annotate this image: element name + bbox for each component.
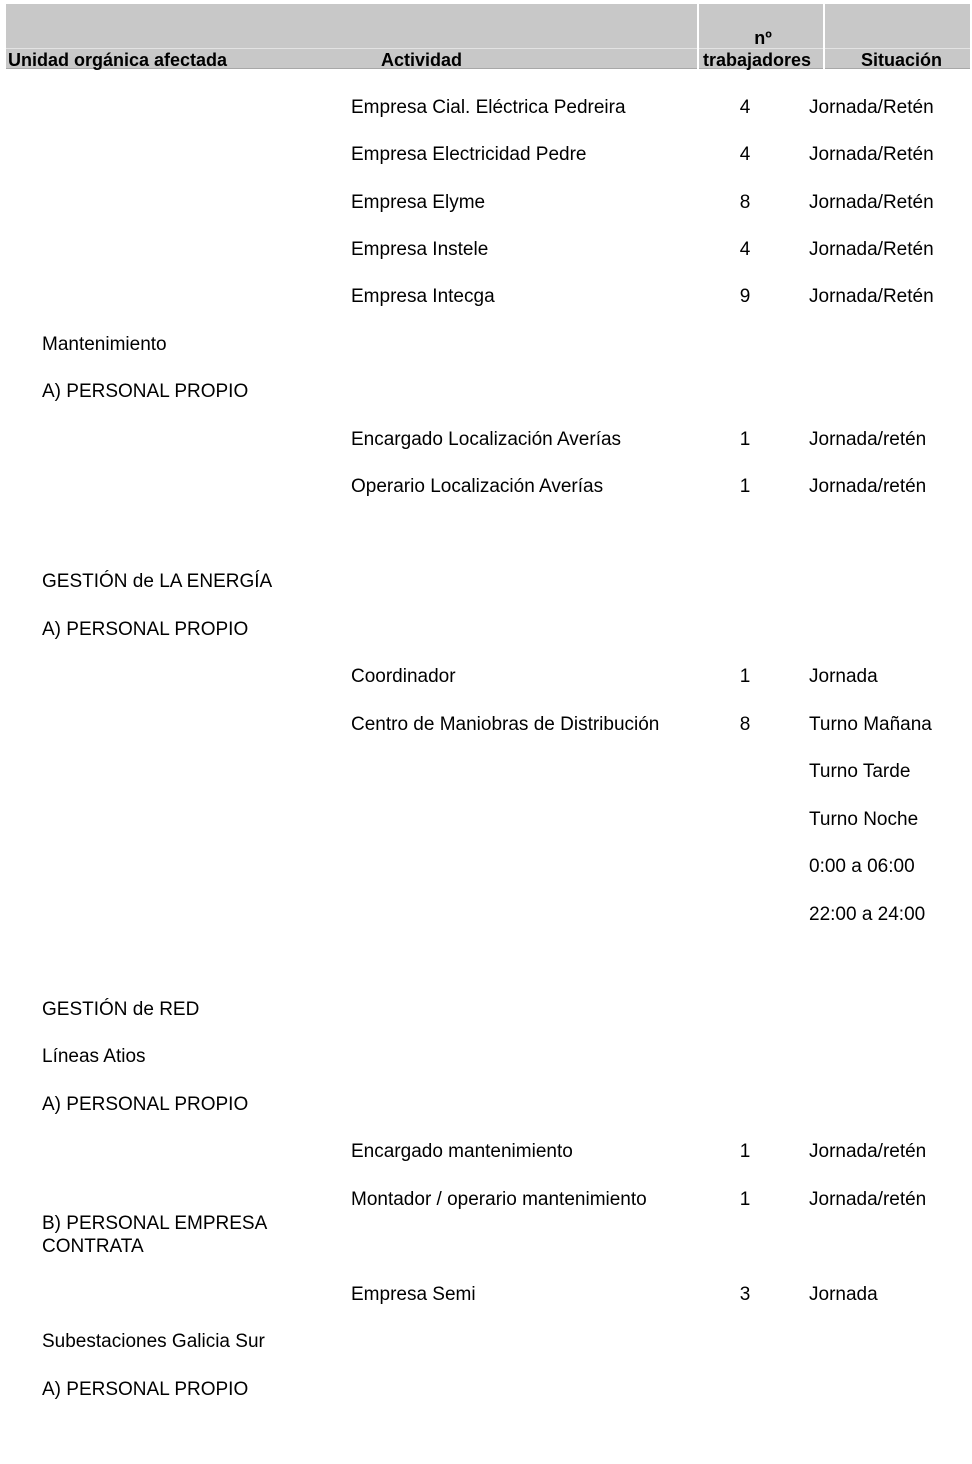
status-cell: Turno Tarde (809, 761, 911, 782)
header-activity: Actividad (381, 50, 463, 70)
unit-cell: Subestaciones Galicia Sur (42, 1331, 265, 1352)
activity-cell: Operario Localización Averías (351, 476, 604, 497)
unit-cell: A) PERSONAL PROPIO (42, 619, 249, 640)
status-cell: Jornada/Retén (809, 144, 934, 165)
status-cell: Jornada (809, 666, 878, 687)
status-cell: Jornada/Retén (809, 239, 934, 260)
activity-cell: Centro de Maniobras de Distribución (351, 714, 660, 735)
status-cell: 0:00 a 06:00 (809, 856, 915, 877)
workers-cell: 3 (739, 1284, 751, 1305)
status-cell: Jornada/Retén (809, 97, 934, 118)
activity-cell: Coordinador (351, 666, 456, 687)
header-status: Situación (861, 50, 943, 70)
activity-cell: Encargado mantenimiento (351, 1141, 573, 1162)
workers-cell: 8 (739, 714, 751, 735)
activity-cell: Empresa Intecga (351, 286, 495, 307)
unit-cell: GESTIÓN de LA ENERGÍA (42, 571, 273, 592)
status-cell: Jornada/Retén (809, 192, 934, 213)
activity-cell: Encargado Localización Averías (351, 429, 622, 450)
workers-cell: 4 (739, 144, 751, 165)
header-unit: Unidad orgánica afectada (8, 50, 228, 70)
unit-cell: CONTRATA (42, 1236, 144, 1257)
unit-cell: Líneas Atios (42, 1046, 146, 1067)
unit-cell: Mantenimiento (42, 334, 167, 355)
activity-cell: Empresa Electricidad Pedre (351, 144, 587, 165)
workers-cell: 1 (739, 666, 751, 687)
workers-cell: 4 (739, 239, 751, 260)
unit-cell: B) PERSONAL EMPRESA (42, 1213, 268, 1234)
unit-cell: A) PERSONAL PROPIO (42, 1379, 249, 1400)
activity-cell: Empresa Semi (351, 1284, 476, 1305)
header-divider (823, 4, 825, 69)
unit-cell: GESTIÓN de RED (42, 999, 200, 1020)
status-cell: Jornada/retén (809, 429, 927, 450)
status-cell: Jornada/retén (809, 1141, 927, 1162)
status-cell: Turno Noche (809, 809, 919, 830)
workers-cell: 8 (739, 192, 751, 213)
status-cell: Jornada/retén (809, 1189, 927, 1210)
header-workers-line1: nº (754, 28, 772, 48)
workers-cell: 1 (739, 476, 751, 497)
status-cell: Jornada (809, 1284, 878, 1305)
workers-cell: 1 (739, 429, 751, 450)
workers-cell: 9 (739, 286, 751, 307)
workers-cell: 1 (739, 1141, 751, 1162)
activity-cell: Empresa Cial. Eléctrica Pedreira (351, 97, 626, 118)
workers-cell: 4 (739, 97, 751, 118)
activity-cell: Empresa Instele (351, 239, 489, 260)
status-cell: Turno Mañana (809, 714, 932, 735)
status-cell: Jornada/retén (809, 476, 927, 497)
activity-cell: Empresa Elyme (351, 192, 486, 213)
status-cell: Jornada/Retén (809, 286, 934, 307)
header-workers-line2: trabajadores (703, 50, 812, 70)
activity-cell: Montador / operario mantenimiento (351, 1189, 647, 1210)
status-cell: 22:00 a 24:00 (809, 904, 926, 925)
unit-cell: A) PERSONAL PROPIO (42, 1094, 249, 1115)
header-divider (697, 4, 699, 69)
unit-cell: A) PERSONAL PROPIO (42, 381, 249, 402)
workers-cell: 1 (739, 1189, 751, 1210)
